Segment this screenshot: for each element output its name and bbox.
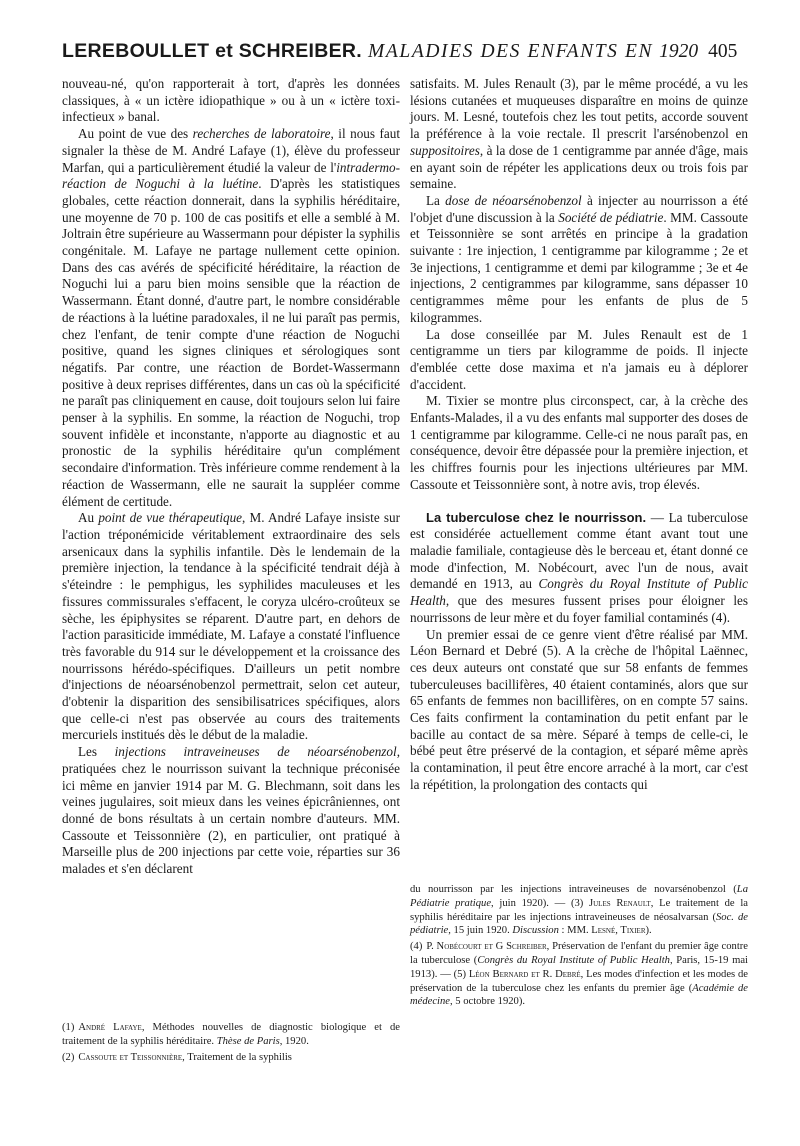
paragraph	[410, 193, 748, 327]
paragraph	[410, 327, 748, 394]
footnote	[410, 883, 748, 938]
footnotes-left	[62, 1021, 400, 1066]
footnote-text: , Les modes d'infection et les modes de préservation de la tuberculose chez les enfants du premier âge (	[410, 968, 749, 994]
footnote	[62, 1051, 400, 1065]
footnote	[410, 940, 748, 1009]
footnote-author: Lesné, Tixier	[591, 925, 646, 937]
footnote-number: (4)	[410, 941, 423, 953]
footnote-emphasis: Discussion	[512, 925, 559, 937]
footnote-text: , Le traitement de la syphilis héréditaire par les injections intraveineuses de néosalvarsan (	[410, 897, 748, 923]
emphasis-text: dose de néoarsénobenzol	[445, 192, 582, 208]
paragraph-text: nouveau-né, qu'on rapporterait à tort, d'après les données classiques, à « un ictère idiopathique » ou à un « ictère toxi-infectieux » banal.	[62, 76, 400, 125]
paragraph	[62, 126, 400, 510]
footnote-emphasis: Congrès du Royal Institute of Public Health	[477, 954, 670, 966]
right-column	[410, 76, 748, 794]
footnote-text: , juin 1920). — (3)	[491, 897, 589, 909]
footnote-text: , Paris, 15-19 mai 1913). — (5)	[410, 954, 748, 980]
footnote-number: (1)	[62, 1022, 75, 1033]
footnote-author: André Lafaye	[78, 1022, 142, 1033]
footnote	[62, 1021, 400, 1049]
paragraph	[62, 510, 400, 744]
header-title: MALADIES DES ENFANTS EN	[368, 41, 654, 62]
paragraph-text: satisfaits. M. Jules Renault (3), par le même procédé, a vu les lésions cutanées et muqueuses disparaître en moins de quinze jours. M. Lesné, toutefois chez les tout petits, accorde souvent la préférence à la voie rectale. Il prescrit l'arsénobenzol en	[410, 76, 748, 142]
paragraph-text: , il nous faut signaler la thèse de M. André Lafaye (1), élève du professeur Marfan, qui a particulièrement étudié la valeur de l'	[62, 126, 400, 175]
emphasis-text: point de vue thérapeutique	[98, 510, 243, 526]
emphasis-text: suppositoires	[410, 142, 480, 158]
footnote-text: , Préservation de l'enfant du premier âge contre la tuberculose (	[410, 941, 748, 966]
footnote-text: , 5 octobre 1920).	[450, 996, 526, 1008]
emphasis-text: injections intraveineuses de néoarsénobenzol	[114, 744, 397, 760]
paragraph	[410, 393, 748, 493]
emphasis-text: Société de pédiatrie	[558, 209, 664, 225]
footnote-text: du nourrisson par les injections intraveineuses de novarsénobenzol (	[410, 884, 737, 895]
footnote-emphasis: Académie de médecine	[410, 982, 749, 1008]
footnote-author: Cassoute et Teissonnière	[78, 1051, 183, 1063]
paragraph-text: M. Tixier se montre plus circonspect, car, à la crèche des Enfants-Malades, il a vu des enfants mal supporter des doses de 1 centigramme par kilogramme. Celle-ci ne nous paraît pas, en conséquence, devoir être dépassée pour la première injection, et les chiffres fournis pour les injections ultérieures par MM. Cassoute et Teissonnière sont, à notre avis, trop élevés.	[410, 393, 748, 492]
footnote-number: (2)	[62, 1051, 75, 1063]
footnote-text: , 15 juin 1920.	[448, 925, 513, 937]
footnote-text: : MM.	[558, 925, 592, 937]
paragraph-text: . D'après les statistiques globales, cette réaction donnerait, dans la syphilis héréditaire, une moyenne de 70 p. 100 de cas positifs et elle a semblé à M. Joltrain être supérieure au Wassermann pour dépister la syphilis congénitale. M. Lafaye ne partage nullement cette opinion. Dans des cas avérés de spécificité héréditaire, la réaction de Noguchi lui a paru bien moins sensible que la réaction de Wassermann. Étant donné, d'autre part, le nombre considérable de réactions à la luétine paradoxales, il ne lui paraît pas permis, chez l'enfant, de tenir compte d'une réaction de Noguchi positive, quand les signes cliniques et sérologiques sont négatifs. Par contre, une réaction de Bordet-Wassermann positive à deux reprises différentes, dans un cas où la spécificité ne paraît pas cliniquement en cause, doit toujours selon lui faire penser à la syphilis. En somme, la réaction de Noguchi, trop souvent infidèle et inconstante, n'apporte au diagnostic et au pronostic de la syphilis héréditaire qu'un complément secondaire d'information. Très inférieure comme rendement à la réaction de Wassermann, elle ne saurait la suppléer comme élément de certitude.	[62, 176, 401, 509]
footnote-text: , 1920.	[279, 1035, 309, 1047]
paragraph-text: Au	[78, 510, 99, 526]
header-year: 1920	[659, 41, 699, 62]
header-authors: LEREBOULLET et SCHREIBER.	[62, 40, 363, 62]
emphasis-text: Congrès du Royal Institute of Public Health	[410, 576, 748, 609]
emphasis-text: recherches de laboratoire	[192, 126, 331, 142]
footnote-emphasis: Soc. de pédiatrie	[410, 911, 748, 937]
footnote-author: Léon Bernard et R. Debré	[468, 968, 581, 980]
paragraph-text: Un premier essai de ce genre vient d'être réalisé par MM. Léon Bernard et Debré (5). A la crèche de l'hôpital Laënnec, ces deux auteurs ont constaté que sur 58 enfants de femmes tuberculeuses bacillifères, 40 étaient contaminés, alors que sur 65 enfants de femmes non bacillifères, on en compte 57 sains. Ces faits confirment la contamination du petit enfant par le bacille au contact de sa mère. Séparé à temps de celle-ci, le bébé peut être préservé de la contagion, et séparé même après la contamination, il peut être encore arraché à la mort, car c'est la répétition, la prolongation des contacts qui	[410, 626, 748, 792]
section-title: La tuberculose chez le nourrisson.	[426, 509, 647, 525]
paragraph-text: , pratiquées chez le nourrisson suivant la technique préconisée ici même en janvier 1914 par M. G. Blechmann, soit dans les veines jugulaires, soit mieux dans les veines épicrâniennes, ont donné de bons résultats à un certain nombre d'auteurs. MM. Cassoute et Teissonnière (2), en particulier, ont pratiqué à Marseille plus de 200 injections par cette voie, réparties sur 36 malades et s'en déclarent	[62, 744, 400, 877]
paragraph	[410, 627, 748, 794]
page-number: 405	[708, 41, 738, 62]
footnote-author: P. Nobécourt et G Schreiber	[426, 941, 547, 953]
paragraph-text: La tuberculose est considérée actuellement comme étant avant tout une maladie familiale, contagieuse dès le berceau et, étant donné ce mode d'infection, M. Nobécourt, avec l'un de nous, avait demandé en 1913, au	[410, 509, 748, 592]
footnote-text: ).	[645, 925, 652, 937]
paragraph-text: à injecter au nourrisson a été l'objet d'une discussion à la	[410, 192, 748, 225]
footnotes-right	[410, 883, 748, 1011]
section-dash: —	[646, 509, 669, 525]
paragraph	[62, 744, 400, 878]
emphasis-text: intradermo-réaction de Noguchi à la luétine	[62, 159, 400, 192]
paragraph	[62, 76, 400, 126]
paragraph-text: Les	[78, 744, 115, 760]
paragraph-text: La dose conseillée par M. Jules Renault est de 1 centigramme un tiers par kilogramme de poids. Il injecte d'emblée cette dose maxima et n'a jamais eu à déplorer d'accident.	[410, 326, 748, 392]
footnote-author: Jules Renault	[589, 897, 651, 909]
footnote-text: , Méthodes nouvelles de diagnostic biologique et de traitement de la syphilis héréditaire.	[62, 1022, 400, 1047]
paragraph-text: . MM. Cassoute et Teissonnière se sont arrêtés en principe à la gradation suivante : 1re injection, 1 centigramme par kilogramme ; 2e et 3e injections, 1 centigramme et demi par kilogramme ; 3e et 4e injections, 2 centigrammes par kilogramme, sans dépasser 10 centigrammes même pour les enfants de plus de 5 kilogrammes.	[410, 209, 748, 325]
footnote-text: , Traitement de la syphilis	[182, 1051, 292, 1063]
paragraph-text: La	[426, 192, 446, 208]
paragraph-text: , que des mesures fussent prises pour éloigner les nourrissons de leur mère et du foyer familial contaminés (4).	[410, 593, 748, 625]
footnote-emphasis: Thèse de Paris	[216, 1035, 280, 1047]
paragraph-text: Au point de vue des	[78, 126, 193, 142]
section-paragraph	[410, 510, 748, 627]
left-column	[62, 76, 400, 878]
paragraph-text: , M. André Lafaye insiste sur l'action tréponémicide véritablement extraordinaire des sels arsenicaux dans la syphilis infantile. Dès le lendemain de la première injection, la tendance à la spécificité tendrait déjà à s'éteindre : le pemphigus, les syphilides maculeuses et les fissures commissurales s'effacent, le coryza ulcéro-croûteux se sèche, les épiphysites se réparent. D'autre part, en dehors de l'action parasiticide immédiate, M. Lafaye a constaté l'influence très favorable du 914 sur le développement et la croissance des nourrissons hérédo-spécifiques. D'ailleurs un petit nombre d'injections de néoarsénobenzol permettrait, selon cet auteur, d'obtenir la disparition des sensibilisatrices spécifiques, alors que celle-ci n'est pas observée au cours des traitements mercuriels institués dès le début de la maladie.	[62, 510, 400, 743]
paragraph-text: , à la dose de 1 centigramme par année d'âge, mais en ayant soin de répéter les applications deux ou trois fois par semaine.	[410, 142, 748, 192]
footnote-emphasis: La Pédiatrie pratique	[410, 884, 748, 909]
paragraph	[410, 76, 748, 193]
running-header	[62, 40, 742, 70]
